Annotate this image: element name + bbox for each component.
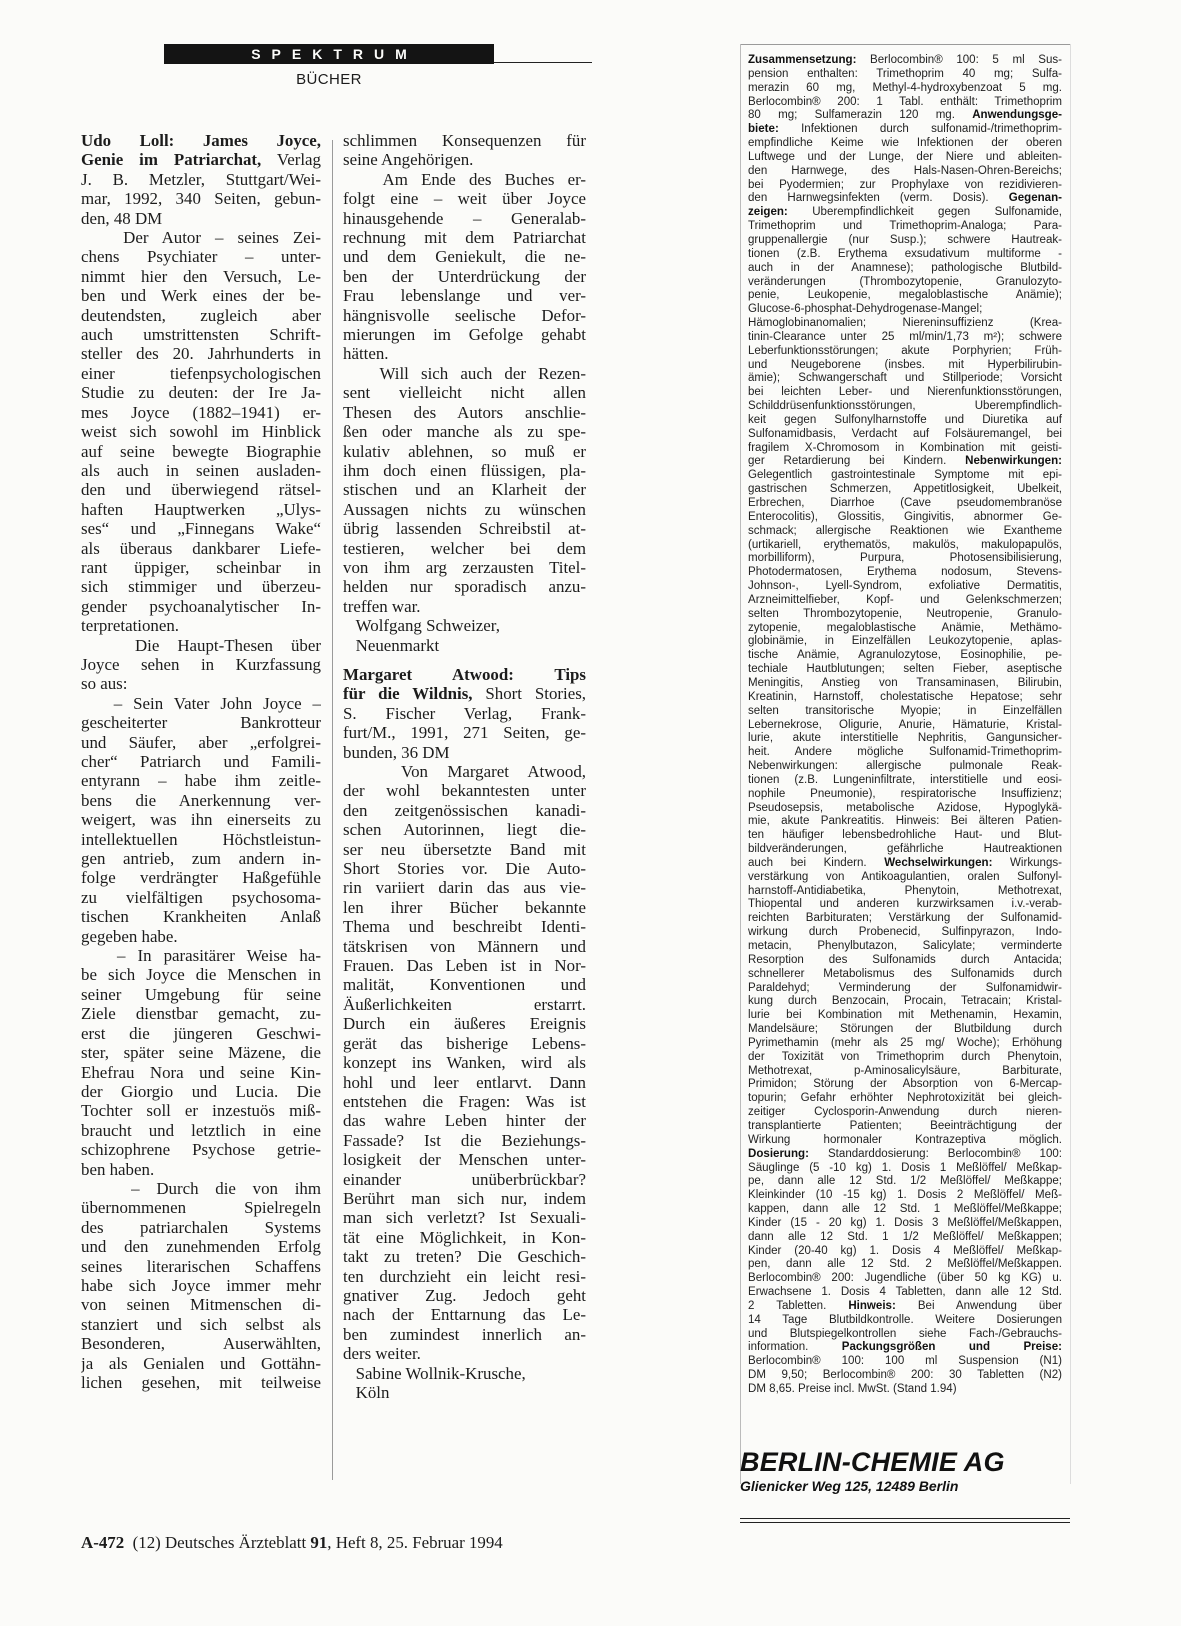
text-line: – Sein Vater John Joyce – bbox=[81, 693, 321, 713]
text-line: haften Hauptwerken „Ulys- bbox=[81, 499, 321, 519]
ad-text-line: DM 9,50; Berlocombin® 200: 30 Tabletten (N2) bbox=[748, 1369, 1062, 1382]
text-line: so aus: bbox=[81, 674, 128, 694]
text-line: der wohl bekanntesten unter bbox=[343, 781, 586, 801]
ad-text-line: Primidon; Störung der Absorption von 6-Mercap- bbox=[748, 1078, 1062, 1091]
text-line: gescheiterter Bankrotteur bbox=[81, 713, 321, 733]
ad-text-line: information. Packungsgrößen und Preise: bbox=[748, 1341, 1062, 1354]
advertiser-rule bbox=[740, 1518, 1070, 1523]
ad-text-line: Enterocolitis), Glossitis, Gingivitis, abnormer Ge- bbox=[748, 510, 1062, 523]
text-line: terpretationen. bbox=[81, 616, 180, 636]
ad-frame-left bbox=[740, 44, 741, 1484]
ad-text-line: tinin-Clearance unter 25 ml/min/1,73 m²); schwere bbox=[748, 330, 1062, 343]
text-line: nach der Enttarnung das Le- bbox=[343, 1305, 586, 1325]
ad-text-line: Gelegentlich gastrointestinale Symptome mit epi- bbox=[748, 469, 1062, 482]
text-line: rechnung mit dem Patriarchat bbox=[343, 228, 586, 248]
text-line: stanziert und sich selbst als bbox=[81, 1314, 321, 1334]
ad-text-line: pen, dann alle 12 Std. 2 Meßlöffel/Meßkappen. bbox=[748, 1258, 1062, 1271]
ad-text-line: ten häufiger lebensbedrohliche Haut- und Blut- bbox=[748, 829, 1062, 842]
text-line: Margaret Atwood: Tips bbox=[343, 664, 586, 684]
text-line: intellektuellen Höchstleistun- bbox=[81, 829, 321, 849]
text-line: das wahre Leben hinter der bbox=[343, 1111, 586, 1131]
ad-text-line: gruppenallergie (nur Susp.); schwere Hautreak- bbox=[748, 233, 1062, 246]
ad-text-line: Mandelsäure; Störungen der Blutbildung durch bbox=[748, 1023, 1062, 1036]
ad-text-line: metacin, Phenylbutazon, Salicylate; verminderte bbox=[748, 940, 1062, 952]
journal-volume: 91 bbox=[310, 1533, 328, 1552]
text-line: ser neu übersetzte Band mit bbox=[343, 839, 586, 859]
ad-text-line: Erwachsene 1. Dosis 4 Tabletten, dann alle 12 Std. bbox=[748, 1286, 1062, 1299]
ad-text-line: mie, akute Pankreatitis. Hinweis: Bei älteren Patien- bbox=[748, 815, 1062, 828]
text-line: be sich Joyce die Menschen in bbox=[81, 965, 321, 985]
text-line: ben der Unterdrückung der bbox=[343, 266, 586, 286]
ad-text-line: kappen, dann alle 12 Std. 1 Meßlöffel/Meßkappe; bbox=[748, 1203, 1062, 1216]
ad-text-line: topurin; Gefahr erhöhter Nephrotoxizität bei gleich- bbox=[748, 1092, 1062, 1105]
text-line: Genie im Patriarchat, Verlag bbox=[81, 150, 321, 170]
text-line: entstehen die Fragen: Was ist bbox=[343, 1091, 586, 1111]
text-line: bunden, 36 DM bbox=[343, 742, 450, 762]
ad-text-line: zeitiger Cyclosporin-Anwendung durch nieren- bbox=[748, 1106, 1062, 1119]
text-line: Besonderen, Auserwählten, bbox=[81, 1334, 321, 1354]
ad-text-line: Photodermatosen, Erythema nodosum, Stevens- bbox=[748, 566, 1062, 579]
ad-text-line: transplantierte Patienten; Beeinträchtigung der bbox=[748, 1119, 1062, 1132]
ad-text-line: reichten Barbituraten; Verstärkung der Sulfonamid- bbox=[748, 912, 1062, 925]
ad-text-line: Erbrechen, Diarrhoe (Cave pseudomembranöse bbox=[748, 497, 1062, 509]
text-line: den, 48 DM bbox=[81, 208, 163, 228]
ad-text-line: Berlocombin® 100: 100 ml Suspension (N1) bbox=[748, 1355, 1062, 1368]
ad-text-line: techiale Hautblutungen; selten Fieber, aseptische bbox=[748, 663, 1062, 676]
text-line: weigert, was ihn einerseits zu bbox=[81, 810, 321, 830]
ad-text-line: tionen (z.B. Erythema exsudativum multiforme - bbox=[748, 247, 1062, 260]
text-line: auch umstrittensten Schrift- bbox=[81, 325, 321, 345]
text-line: Der Autor – seines Zei- bbox=[81, 228, 321, 248]
ad-text-line: zytopenie, megaloblastische Anämie, Methämo- bbox=[748, 621, 1062, 634]
text-line: Joyce sehen in Kurzfassung bbox=[81, 654, 321, 674]
text-line: braucht und letztlich in eine bbox=[81, 1120, 321, 1140]
text-line: S. Fischer Verlag, Frank- bbox=[343, 703, 586, 723]
text-line: J. B. Metzler, Stuttgart/Wei- bbox=[81, 169, 321, 189]
text-line: len ihrer Bücher bekannte bbox=[343, 897, 586, 917]
ad-frame-right bbox=[1070, 44, 1071, 1484]
ad-text-line: Luftwege und der Lunge, der Niere und ableiten- bbox=[748, 150, 1062, 163]
text-line: einer tiefenpsychologischen bbox=[81, 363, 321, 383]
text-line: losigkeit der Menschen unter- bbox=[343, 1150, 586, 1170]
section-banner: SPEKTRUM bbox=[164, 44, 494, 64]
text-line: ten durchzieht ein leicht resi- bbox=[343, 1266, 586, 1286]
ad-text-line: Kinder (15 - 20 kg) 1. Dosis 3 Meßlöffel/Meßkappen, bbox=[748, 1216, 1062, 1229]
text-line: mierungen im Gefolge gehabt bbox=[343, 325, 586, 345]
ad-text-line: kung durch Benzocain, Procain, Tetracain; Kristal- bbox=[748, 995, 1062, 1008]
text-line: ßen oder manche als zu spe- bbox=[343, 422, 586, 442]
ad-text-line: zeigen: Überempfindlichkeit gegen Sulfonamide, bbox=[748, 206, 1062, 219]
column-divider bbox=[332, 140, 333, 1480]
ad-text-line: Berlocombin® 200: 1 Tabl. enthält: Trimethoprim bbox=[748, 95, 1062, 108]
text-line: übrig lassenden Schreibstil at- bbox=[343, 519, 586, 539]
ad-text-line: (urtikariell, erythematös, makulös, makulopapulös, bbox=[748, 538, 1062, 551]
text-line: Studie zu deuten: der Ire Ja- bbox=[81, 383, 321, 403]
ad-text-line: Schilddrüsenfunktionsstörungen, Überempfindlich- bbox=[748, 400, 1062, 413]
ad-text-line: wirkung durch Probenecid, Sulfinpyrazon, Indo- bbox=[748, 926, 1062, 939]
ad-text-line: lurie, akute interstitielle Nephritis, Gangunsicher- bbox=[748, 732, 1062, 745]
ad-text-line: 80 mg; Sulfamerazin 120 mg. Anwendungsge- bbox=[748, 109, 1062, 122]
ad-text-line: Kinder (20-40 kg) 1. Dosis 4 Meßlöffel/ Meßkap- bbox=[748, 1244, 1062, 1257]
text-line: takt zu treten? Die Geschich- bbox=[343, 1247, 586, 1267]
section-subtitle: BÜCHER bbox=[296, 71, 362, 88]
text-line: als auch in seinen ausladen- bbox=[81, 460, 321, 480]
text-line: Neuenmarkt bbox=[343, 635, 440, 655]
ad-text-line: ämie); Schwangerschaft und Stillperiode; Vorsicht bbox=[748, 372, 1062, 385]
text-line: ben zumindest innerlich an- bbox=[343, 1324, 586, 1344]
ad-text-line: nophile Pneumonie), respiratorische Insuffizienz; bbox=[748, 787, 1062, 800]
ad-text-line: Leberfunktionsstörungen; akute Porphyrien; Früh- bbox=[748, 344, 1062, 357]
text-line: den und überwiegend rätsel- bbox=[81, 480, 321, 500]
ad-text-line: Kreatinin, Harnstoff, cholestatische Hepatose; sehr bbox=[748, 690, 1062, 703]
page-footer bbox=[81, 1533, 601, 1553]
text-line: Am Ende des Buches er- bbox=[343, 169, 586, 189]
ad-text-line: tische Anämie, Agranulozytose, Eosinophilie, pe- bbox=[748, 649, 1062, 662]
text-line: gen antrieb, zum andern in- bbox=[81, 849, 321, 869]
text-line: Berührt man sich nur, indem bbox=[343, 1188, 586, 1208]
text-line: hätten. bbox=[343, 344, 389, 364]
text-line: Frau lebenslange und ver- bbox=[343, 286, 586, 306]
ad-text-line: bei leichten Leber- und Nierenfunktionsstörungen, bbox=[748, 386, 1062, 399]
ad-text-line: keit gegen Sulfonylharnstoffe und Diuretika auf bbox=[748, 413, 1062, 426]
text-line: testieren, welcher bei dem bbox=[343, 538, 586, 558]
ad-text-line: und Blutspiegelkontrollen siehe Fach-/Gebrauchs- bbox=[748, 1327, 1062, 1340]
text-line: ben haben. bbox=[81, 1159, 155, 1179]
text-line: entyrann – habe ihm zeitle- bbox=[81, 771, 321, 791]
ad-text-line: harnstoff-Antidiabetika, Phenytoin, Methotrexat, bbox=[748, 884, 1062, 897]
text-line: Köln bbox=[343, 1383, 390, 1402]
text-line: und dem Geniekult, die ne- bbox=[343, 247, 586, 267]
paragraph-gap bbox=[343, 655, 586, 665]
ad-text-line: Berlocombin® 200: Jugendliche (über 50 kg KG) u. bbox=[748, 1272, 1062, 1285]
text-line: kulativ ablehnen, so muß er bbox=[343, 441, 586, 461]
ad-text-line: fragilem X-Chromosom in Kombination mit geisti- bbox=[748, 441, 1062, 454]
text-line: ses“ und „Finnegans Wake“ bbox=[81, 519, 321, 539]
ad-text-line: Pyrimethamin (mehr als 25 mg/ Woche); Erhöhung bbox=[748, 1036, 1062, 1049]
text-line: weist sich sowohl im Hinblick bbox=[81, 422, 321, 442]
ad-text-line: ger Retardierung bei Kindern. Nebenwirkungen: bbox=[748, 455, 1062, 468]
ad-text-line: auch in der Anamnese); pathologische Blutbild- bbox=[748, 261, 1062, 274]
ad-frame-top bbox=[740, 44, 1070, 45]
text-line: man sich verletzt? Ist Sexuali- bbox=[343, 1208, 586, 1228]
text-line: auf seine bewegte Biographie bbox=[81, 441, 321, 461]
text-line: cher“ Patriarch und Famili- bbox=[81, 752, 321, 771]
ad-text-line: veränderungen (Thrombozytopenie, Granulozyto- bbox=[748, 275, 1062, 288]
text-line: einander unüberbrückbar? bbox=[343, 1169, 586, 1189]
ad-text-line: penie, Leukopenie, megaloblastische Anämie); bbox=[748, 289, 1062, 302]
text-line: seines literarischen Schaffens bbox=[81, 1256, 321, 1276]
ad-text-line: selten Thrombozytopenie, Neutropenie, Granulo- bbox=[748, 607, 1062, 620]
ad-text-line: pe, dann alle 12 Std. 1/2 Meßlöffel/ Meßkappe; bbox=[748, 1175, 1062, 1188]
ad-text-line: Zusammensetzung: Berlocombin® 100: 5 ml Sus- bbox=[748, 54, 1062, 66]
ad-text-line: Dosierung: Standarddosierung: Berlocombin® 100: bbox=[748, 1147, 1062, 1160]
text-line: folge verdrängter Haßgefühle bbox=[81, 868, 321, 888]
review-column-1 bbox=[81, 131, 321, 1392]
ad-text-line: Nebenwirkungen: allergische pulmonale Reak- bbox=[748, 760, 1062, 773]
text-line: treffen war. bbox=[343, 596, 421, 616]
ad-text-line: Sulfonamidbasis, Verdacht auf Folsäuremangel, bei bbox=[748, 427, 1062, 440]
text-line: stischen und an Klarheit der bbox=[343, 480, 586, 500]
advertiser-address: Glienicker Weg 125, 12489 Berlin bbox=[740, 1478, 959, 1494]
text-line: ster, später seine Mäzene, die bbox=[81, 1043, 321, 1063]
ad-text-line: Methotrexat, p-Aminosalicylsäure, Barbiturate, bbox=[748, 1064, 1062, 1077]
ad-text-line: den Harnwegsinfekten (verm. Dosis). Gegenan- bbox=[748, 192, 1062, 205]
text-line: nimmt hier den Versuch, Le- bbox=[81, 266, 321, 286]
text-line: schlimmen Konsequenzen für bbox=[343, 131, 586, 150]
ad-text-line: Glucose-6-phosphat-Dehydrogenase-Mangel; bbox=[748, 303, 983, 316]
text-line: tät eine Möglichkeit, in Kon- bbox=[343, 1227, 586, 1247]
text-line: Sabine Wollnik-Krusche, bbox=[343, 1363, 526, 1383]
text-line: steller des 20. Jahrhunderts in bbox=[81, 344, 321, 364]
text-line: lichen gesehen, mit teilweise bbox=[81, 1373, 321, 1392]
text-line: bens die Anerkennung ver- bbox=[81, 790, 321, 810]
text-line: zu vielfältigen psychosoma- bbox=[81, 887, 321, 907]
text-line: – In parasitärer Weise ha- bbox=[81, 946, 321, 966]
text-line: schizophrene Psychose getrie- bbox=[81, 1140, 321, 1160]
journal-name: (12) Deutsches Ärzteblatt bbox=[132, 1533, 307, 1552]
ad-text-line: auch bei Kindern. Wechselwirkungen: Wirkungs- bbox=[748, 856, 1062, 869]
text-line: erst die jüngeren Geschwi- bbox=[81, 1023, 321, 1043]
ad-text-line: Thiopental und anderen kurzwirksamen i.v.-verab- bbox=[748, 898, 1062, 911]
text-line: ders weiter. bbox=[343, 1344, 421, 1364]
ad-text-line: heit. Andere mögliche Sulfonamid-Trimethoprim- bbox=[748, 746, 1062, 759]
text-line: deutendsten, zugleich aber bbox=[81, 305, 321, 325]
ad-text-line: schnellerer Metabolismus des Sulfonamids durch bbox=[748, 967, 1062, 980]
advertiser-logo: BERLIN-CHEMIE AG bbox=[740, 1447, 1005, 1477]
ad-text-line: pension enthalten: Trimethoprim 40 mg; Sulfa- bbox=[748, 67, 1062, 80]
ad-text-line: Johnson-, Lyell-Syndrom, exfoliative Dermatitis, bbox=[748, 580, 1062, 593]
text-line: schen Autorinnen, liegt die- bbox=[343, 820, 586, 840]
text-line: habe sich Joyce immer mehr bbox=[81, 1275, 321, 1295]
ad-text-line: Hämoglobinanomalien; Niereninsuffizienz (Krea- bbox=[748, 317, 1062, 330]
ad-text-line: Resorption des Sulfonamids durch Antacida; bbox=[748, 953, 1062, 966]
text-line: als überaus dankbarer Liefe- bbox=[81, 538, 321, 558]
advertiser-block bbox=[740, 1446, 1070, 1494]
ad-text-line: merazin 60 mg, Methyl-4-hydroxybenzoat 5 mg. bbox=[748, 81, 1062, 94]
text-line: von seinen Mitmenschen di- bbox=[81, 1295, 321, 1315]
text-line: den zeitgenössischen kanadi- bbox=[343, 800, 586, 820]
text-line: Aussagen nichts zu wünschen bbox=[343, 499, 586, 519]
text-line: hohl und leer entlarvt. Dann bbox=[343, 1072, 586, 1092]
text-line: Wolfgang Schweizer, bbox=[343, 616, 500, 636]
text-line: Udo Loll: James Joyce, bbox=[81, 131, 321, 150]
review-column-2 bbox=[343, 131, 586, 1402]
text-line: Von Margaret Atwood, bbox=[343, 762, 586, 781]
text-line: tischen Krankheiten Anlaß bbox=[81, 907, 321, 927]
text-line: sich stimmiger und überzeu- bbox=[81, 577, 321, 597]
text-line: konzept ins Wanken, wird als bbox=[343, 1053, 586, 1073]
ad-text-line: gastrischen Schmerzen, Appetitlosigkeit, Übelkeit, bbox=[748, 483, 1062, 496]
text-line: furt/M., 1991, 271 Seiten, ge- bbox=[343, 723, 586, 743]
ad-text-line: Säuglinge (5 -10 kg) 1. Dosis 1 Meßlöffel/ Meßkap- bbox=[748, 1161, 1062, 1174]
text-line: hinausgehende – Generalab- bbox=[343, 208, 586, 228]
ad-text-line: 14 Tage Blutbildkontrolle. Weitere Dosierungen bbox=[748, 1313, 1062, 1326]
ad-text-line: den Harnwege, des Hals-Nasen-Ohren-Bereichs; bbox=[748, 164, 1062, 177]
text-line: rin variiert darin das aus vie- bbox=[343, 878, 586, 898]
ad-text-line: Wirkung hormonaler Kontrazeptiva möglich. bbox=[748, 1133, 1062, 1146]
text-line: rant üppiger, scheinbar in bbox=[81, 557, 321, 577]
text-line: seine Angehörigen. bbox=[343, 150, 474, 170]
text-line: gegeben habe. bbox=[81, 926, 178, 946]
text-line: mes Joyce (1882–1941) er- bbox=[81, 402, 321, 422]
text-line: Will sich auch der Rezen- bbox=[343, 363, 586, 383]
text-line: tätskrisen von Männern und bbox=[343, 936, 586, 956]
text-line: Fassade? Ist die Beziehungs- bbox=[343, 1130, 586, 1150]
text-line: Äußerlichkeiten erstarrt. bbox=[343, 994, 586, 1014]
text-line: gerät das bisherige Lebens- bbox=[343, 1033, 586, 1053]
text-line: folgt eine – weit über Joyce bbox=[343, 189, 586, 209]
text-line: – Durch die von ihm bbox=[81, 1178, 321, 1198]
ad-text-line: Arzneimittelfieber, Kopf- und Gelenkschmerzen; bbox=[748, 593, 1062, 606]
text-line: Thema und beschreibt Identi- bbox=[343, 917, 586, 937]
text-line: hängnisvolle seelische Defor- bbox=[343, 305, 586, 325]
ad-text-line: tionen (z.B. Lungeninfiltrate, interstitielle und eosi- bbox=[748, 773, 1062, 786]
drug-information-column bbox=[748, 54, 1062, 1397]
text-line: sent vielleicht nicht allen bbox=[343, 383, 586, 403]
text-line: helden nur sporadisch anzu- bbox=[343, 577, 586, 597]
ad-text-line: der Toxizität von Trimethoprim durch Phenytoin, bbox=[748, 1050, 1062, 1063]
ad-text-line: 2 Tabletten. Hinweis: Bei Anwendung über bbox=[748, 1299, 1062, 1312]
text-line: ja als Genialen und Gottähn- bbox=[81, 1353, 321, 1373]
text-line: für die Wildnis, Short Stories, bbox=[343, 684, 586, 704]
text-line: gender psychoanalytischer In- bbox=[81, 596, 321, 616]
text-line: Durch ein äußeres Ereignis bbox=[343, 1014, 586, 1034]
text-line: von ihm arg zerzausten Titel- bbox=[343, 557, 586, 577]
ad-text-line: morbilliform), Purpura, Photosensibilisierung, bbox=[748, 552, 1062, 565]
ad-text-line: Trimethoprim und Trimethoprim-Analoga; Para- bbox=[748, 220, 1062, 233]
ad-text-line: verstärkung von Antikoagulantien, oralen Sulfonyl- bbox=[748, 870, 1062, 883]
text-line: Die Haupt-Thesen über bbox=[81, 635, 321, 655]
ad-text-line: DM 8,65. Preise incl. MwSt. (Stand 1.94) bbox=[748, 1383, 957, 1395]
text-line: des patriarchalen Systems bbox=[81, 1217, 321, 1237]
ad-text-line: Pseudosepsis, metabolische Azidose, Hypoglykä- bbox=[748, 801, 1062, 814]
ad-text-line: biete: Infektionen durch sulfonamid-/trimethoprim- bbox=[748, 123, 1062, 136]
ad-text-line: Kleinkinder (10 -15 kg) 1. Dosis 2 Meßlöffel/ Meß- bbox=[748, 1189, 1062, 1202]
text-line: und Säufer, aber „erfolgrei- bbox=[81, 732, 321, 752]
ad-text-line: bei Pyodermien; zur Prophylaxe von rezidivieren- bbox=[748, 178, 1062, 191]
text-line: malität, Konventionen und bbox=[343, 975, 586, 995]
page-number: A-472 bbox=[81, 1533, 125, 1552]
text-line: Thesen des Autors anschlie- bbox=[343, 402, 586, 422]
text-line: und den zunehmenden Erfolg bbox=[81, 1237, 321, 1257]
text-line: ihm doch einen flüssigen, pla- bbox=[343, 460, 586, 480]
text-line: Frauen. Das Leben ist in Nor- bbox=[343, 956, 586, 976]
ad-text-line: Lebernekrose, Oligurie, Anurie, Hämaturie, Kristal- bbox=[748, 718, 1062, 731]
text-line: übernommenen Spielregeln bbox=[81, 1198, 321, 1218]
ad-text-line: Paraldehyd; Verminderung der Sulfonamidwir- bbox=[748, 981, 1062, 994]
ad-text-line: und Neugeborene (insbes. mit Hyperbilirubin- bbox=[748, 358, 1062, 371]
header-rule bbox=[494, 62, 592, 63]
text-line: gnativer Zug. Jedoch geht bbox=[343, 1285, 586, 1305]
text-line: der Giorgio und Lucia. Die bbox=[81, 1081, 321, 1101]
text-line: ben und Werk eines der be- bbox=[81, 286, 321, 306]
text-line: Tochter soll er inzestuös miß- bbox=[81, 1101, 321, 1121]
text-line: seiner Umgebung für seine bbox=[81, 984, 321, 1004]
ad-text-line: selten transitorische Myopie; in Einzelfällen bbox=[748, 704, 1062, 717]
ad-text-line: dann alle 12 Std. 1 1/2 Meßlöffel/ Meßkappen; bbox=[748, 1230, 1062, 1243]
ad-text-line: lurie bei Kombination mit Methenamin, Hexamin, bbox=[748, 1009, 1062, 1022]
ad-text-line: empfindliche Keime wie Infektionen der oberen bbox=[748, 137, 1062, 150]
text-line: mar, 1992, 340 Seiten, gebun- bbox=[81, 189, 321, 209]
ad-text-line: Meningitis, Anstieg von Transaminasen, Bilirubin, bbox=[748, 676, 1062, 689]
ad-text-line: globinämie, in Einzelfällen Leukozytopenie, aplas- bbox=[748, 635, 1062, 648]
text-line: Short Stories vor. Die Auto- bbox=[343, 859, 586, 879]
ad-text-line: bildveränderungen, gefährliche Hautreaktionen bbox=[748, 843, 1062, 856]
text-line: chens Psychiater – unter- bbox=[81, 247, 321, 267]
ad-text-line: schmack; allergische Reaktionen wie Exantheme bbox=[748, 524, 1062, 537]
text-line: Ziele dienstbar gemacht, zu- bbox=[81, 1004, 321, 1024]
journal-issue: , Heft 8, 25. Februar 1994 bbox=[327, 1533, 503, 1552]
text-line: Ehefrau Nora und seine Kin- bbox=[81, 1062, 321, 1082]
